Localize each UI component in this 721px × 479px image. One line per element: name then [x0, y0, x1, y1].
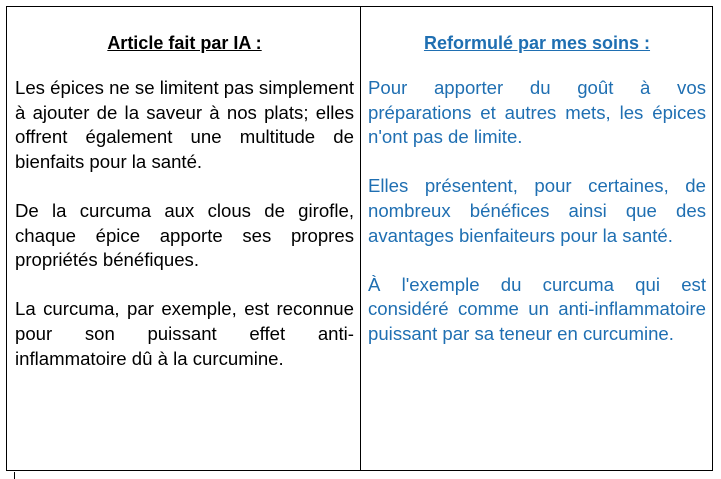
rewritten-column [361, 7, 712, 470]
ai-article-column [7, 7, 361, 470]
rewritten-paragraph-1: Pour apporter du goût à vos préparations et autres mets, les épices n'ont pas de limite. [368, 77, 706, 148]
rewritten-paragraph-2: Elles présentent, pour certaines, de nombreux bénéfices ainsi que des avantages bienfaiteurs pour la santé. [368, 175, 706, 246]
rewritten-title: Reformulé par mes soins : [423, 33, 651, 53]
ai-paragraph-2: De la curcuma aux clous de girofle, chaque épice apporte ses propres propriétés bénéfiques. [15, 199, 354, 271]
ai-paragraph-1: Les épices ne se limitent pas simplement à ajouter de la saveur à nos plats; elles offrent également une multitude de bienfaits pour la santé. [15, 77, 354, 172]
rewritten-paragraph-3: À l'exemple du curcuma qui est considéré comme un anti-inflammatoire puissant par sa teneur en curcumine. [368, 273, 706, 344]
ai-article-title: Article fait par IA : [107, 33, 262, 53]
text-cursor [14, 472, 15, 479]
ai-paragraph-3: La curcuma, par exemple, est reconnue pour son puissant effet anti-inflammatoire dû à la curcumine. [15, 298, 354, 369]
comparison-table [6, 6, 713, 471]
